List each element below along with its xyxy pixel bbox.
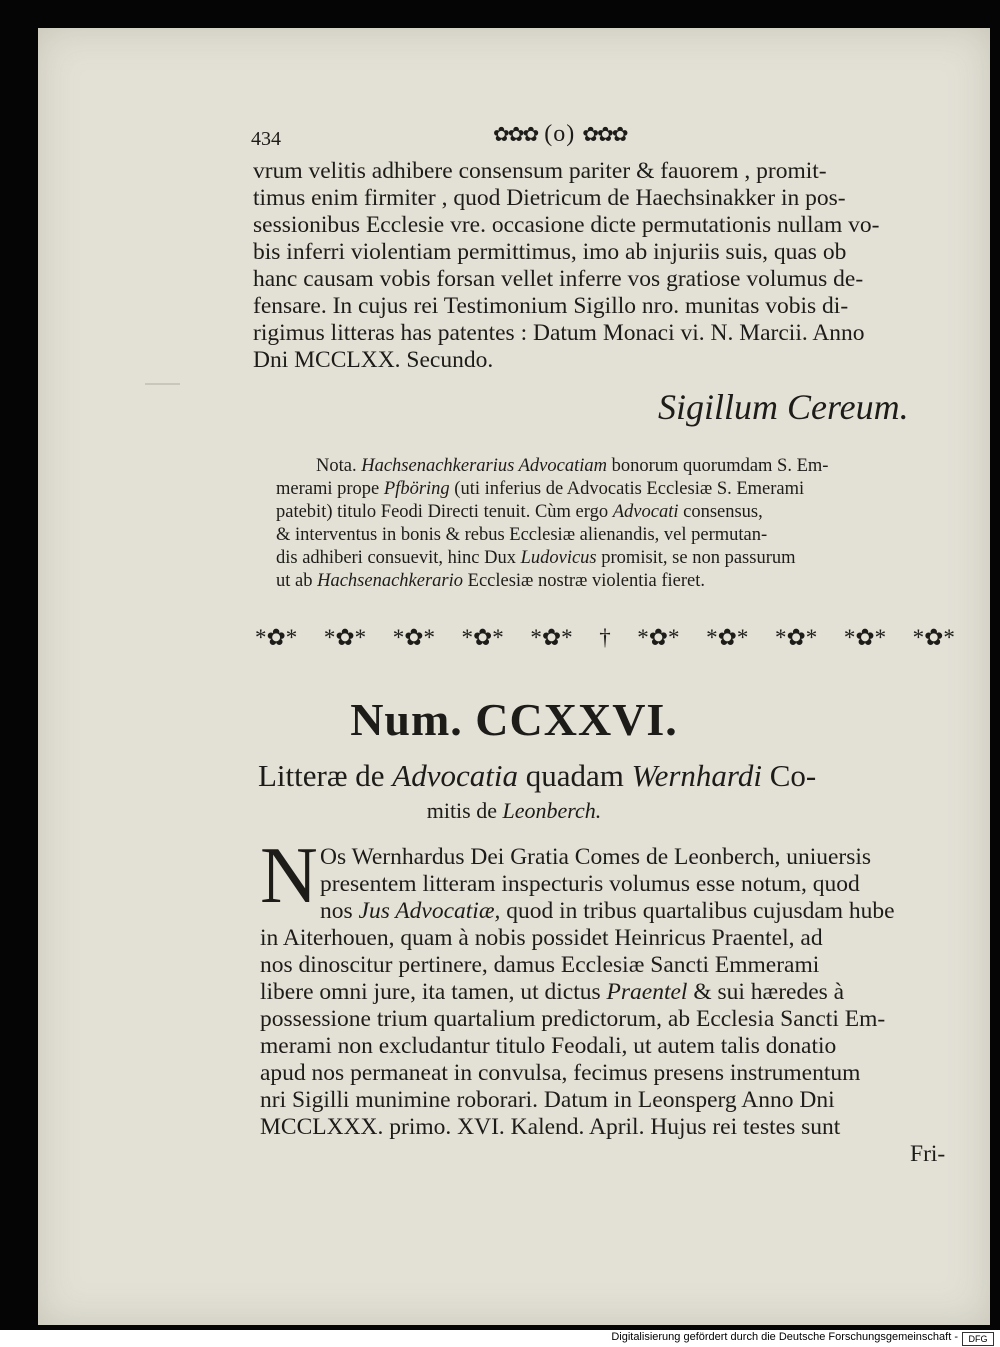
text-line-4: bis inferri violentiam permittimus, imo ab injuriis suis, quas ob	[253, 239, 847, 265]
document-number-title: Num. CCXXVI.	[350, 694, 678, 745]
charter-line-1: Os Wernhardus Dei Gratia Comes de Leonberch, uniuersis	[320, 844, 872, 870]
note-text-6a: ut ab	[276, 571, 313, 591]
note-text-3a: patebit) titulo Feodi Directi tenuit. Cùm ergo	[276, 502, 609, 522]
note-italic-1: Hachsenachkerarius Advocatiam	[361, 456, 607, 476]
divider-cross-icon: †	[599, 625, 611, 650]
note-text-1: bonorum quorumdam S. Em-	[611, 456, 829, 476]
note-line-2	[276, 479, 804, 500]
divider-ornament-icon: *✿*	[255, 625, 298, 650]
ornamental-divider	[255, 623, 955, 653]
divider-ornament-icon: *✿*	[637, 625, 680, 650]
note-text-3b: consensus,	[683, 502, 763, 522]
footer-bar	[0, 1330, 1000, 1347]
heading-italic-1: Advocatia	[392, 758, 518, 793]
heading-italic-2: Wernhardi	[631, 758, 762, 793]
heading-text-3: Co-	[769, 758, 817, 793]
divider-ornament-icon: *✿*	[912, 625, 955, 650]
divider-ornament-icon: *✿*	[392, 625, 435, 650]
charter-line-9: apud nos permaneat in convulsa, fecimus presens instrumentum	[260, 1060, 861, 1086]
text-line-8: Dni MCCLXX. Secundo.	[253, 347, 494, 373]
footer-credit: Digitalisierung gefördert durch die Deutsche Forschungsgemeinschaft -	[611, 1331, 958, 1343]
charter-line-2: presentem litteram inspecturis volumus esse notum, quod	[320, 871, 860, 897]
text-line-5: hanc causam vobis forsan vellet inferre vos gratiose volumus de-	[253, 266, 864, 292]
text-line-6: fensare. In cujus rei Testimonium Sigillo nro. munitas vobis di-	[253, 293, 849, 319]
note-italic-2: Pfböring	[383, 479, 450, 499]
charter-italic-6: Praentel	[606, 979, 688, 1005]
heading-text-1: Litteræ de	[258, 758, 385, 793]
note-text-6b: Ecclesiæ nostræ violentia fieret.	[467, 571, 705, 591]
catchword: Fri-	[910, 1141, 946, 1167]
heading-text-4: mitis de	[426, 798, 497, 823]
ornament-left-icon: ✿✿✿	[493, 124, 538, 146]
charter-line-11: MCCLXXX. primo. XVI. Kalend. April. Hujus rei testes sunt	[260, 1114, 841, 1140]
charter-line-7: possessione trium quartalium predictorum, ab Ecclesia Sancti Em-	[260, 1006, 886, 1032]
text-line-2: timus enim firmiter , quod Dietricum de Haechsinakker in pos-	[253, 185, 846, 211]
divider-ornament-icon: *✿*	[323, 625, 367, 650]
note-text-2b: (uti inferius de Advocatis Ecclesiæ S. Emerami	[454, 479, 805, 499]
charter-italic-3: Jus Advocatiæ,	[358, 898, 501, 924]
charter-line-8: merami non excludantur titulo Feodali, ut autem talis donatio	[260, 1033, 837, 1059]
divider-ornament-icon: *✿*	[461, 625, 504, 650]
charter-text-6b: & sui hæredes à	[693, 979, 845, 1005]
note-line-1	[316, 456, 828, 477]
heading-italic-3: Leonberch.	[502, 798, 602, 823]
drop-cap: N	[260, 832, 318, 920]
ornament-right-icon: ✿✿✿	[582, 124, 627, 146]
note-text-5a: dis adhiberi consuevit, hinc Dux	[276, 548, 516, 568]
charter-line-5: nos dinoscitur pertinere, damus Ecclesiæ Sancti Emmerami	[260, 952, 820, 978]
charter-text-3b: quod in tribus quartalibus cujusdam hube	[506, 898, 895, 924]
note-label: Nota.	[316, 456, 357, 476]
text-line-7: rigimus litteras has patentes : Datum Monaci vi. N. Marcii. Anno	[253, 320, 865, 346]
header-ornament-text: (o)	[544, 121, 576, 147]
note-line-6	[276, 571, 705, 592]
note-text-2a: merami prope	[276, 479, 380, 499]
note-line-5	[276, 548, 796, 569]
header-ornament	[493, 121, 627, 148]
note-italic-3: Advocati	[612, 502, 679, 522]
divider-ornament-icon: *✿*	[530, 625, 573, 650]
divider-ornament-icon: *✿*	[774, 625, 818, 650]
charter-line-3	[320, 898, 895, 925]
charter-text-3a: nos	[320, 898, 353, 924]
charter-heading-line-1	[258, 758, 958, 794]
charter-heading-line-2	[38, 798, 990, 824]
divider-ornament-icon: *✿*	[843, 625, 887, 650]
note-line-4: & interventus in bonis & rebus Ecclesiæ alienandis, vel permutan-	[276, 525, 768, 545]
note-text-5b: promisit, se non passurum	[601, 548, 796, 568]
text-line-1-content: vrum velitis adhibere consensum pariter & fauorem , promit-	[253, 158, 827, 184]
text-line-1	[253, 158, 953, 185]
charter-line-6	[260, 979, 844, 1006]
sigillum-caption: Sigillum Cereum.	[658, 387, 909, 427]
charter-line-10: nri Sigilli munimine roborari. Datum in Leonsperg Anno Dni	[260, 1087, 835, 1113]
note-line-3	[276, 502, 763, 523]
margin-mark	[145, 383, 180, 385]
divider-ornament-icon: *✿*	[706, 625, 749, 650]
charter-line-4: in Aiterhouen, quam à nobis possidet Heinricus Praentel, ad	[260, 925, 823, 951]
scanned-page	[38, 28, 990, 1325]
charter-text-6a: libere omni jure, ita tamen, ut dictus	[260, 979, 601, 1005]
dfg-logo: DFG	[962, 1332, 994, 1346]
note-italic-5: Ludovicus	[520, 548, 597, 568]
text-line-3: sessionibus Ecclesie vre. occasione dicte permutationis nullam vo-	[253, 212, 880, 238]
note-italic-6: Hachsenachkerario	[317, 571, 464, 591]
page-number: 434	[251, 128, 281, 150]
heading-text-2: quadam	[525, 758, 624, 793]
